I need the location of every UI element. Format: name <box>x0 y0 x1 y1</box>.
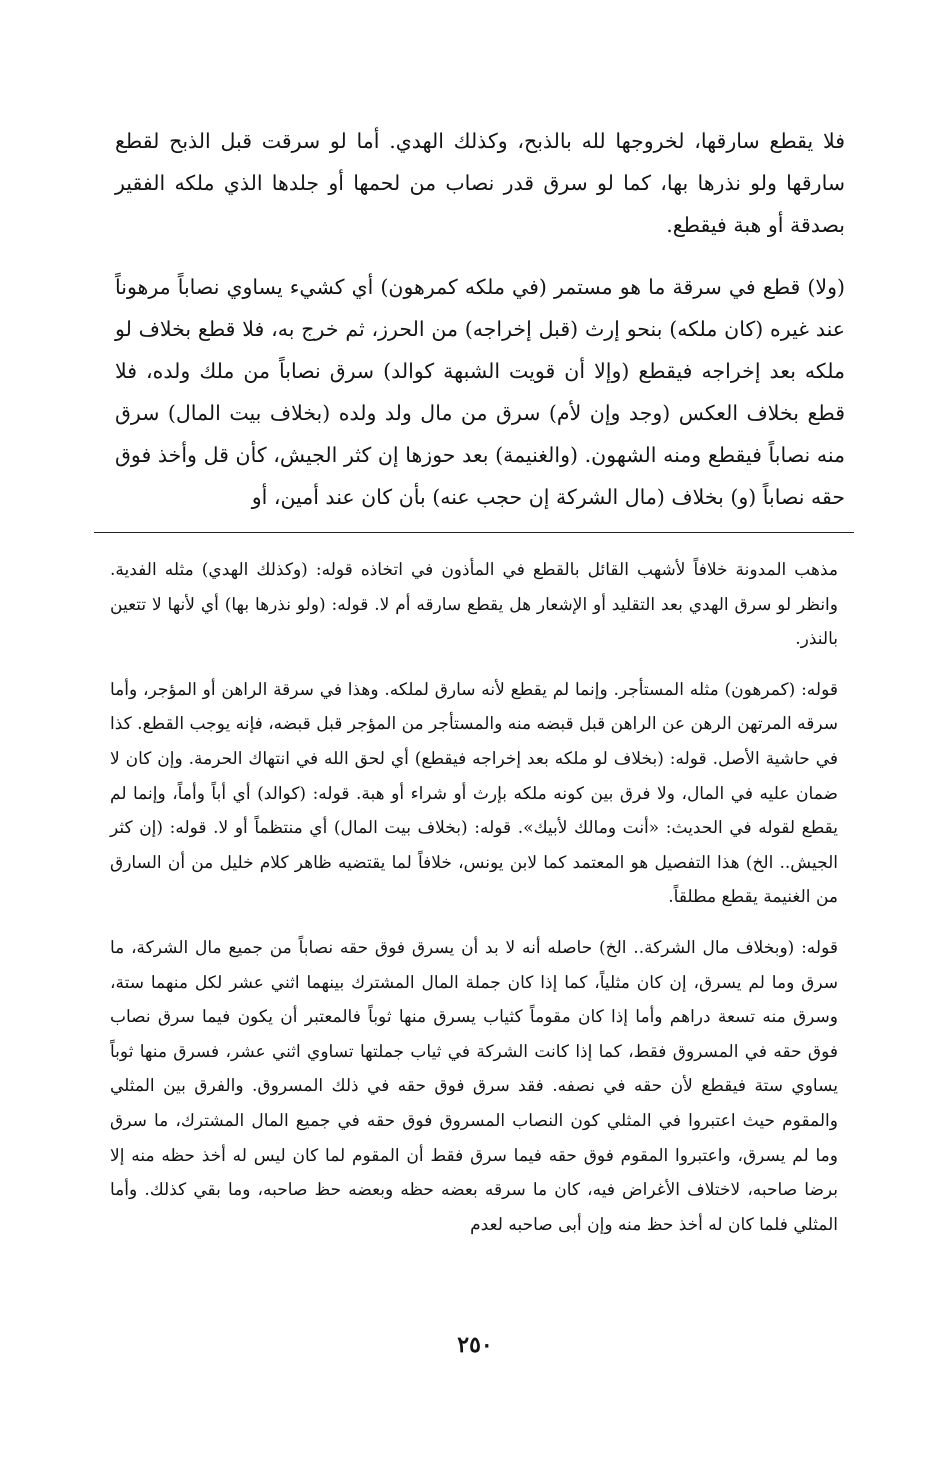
main-paragraph: فلا يقطع سارقها، لخروجها لله بالذبح، وكذلك الهدي. أما لو سرقت قبل الذبح لقطع سارقها ولو نذرها بها، كما لو سرق قدر نصاب من لحمها أو جلدها الذي ملكه الفقير بصدقة أو هبة فيقطع. <box>115 129 845 237</box>
footnote-paragraph: مذهب المدونة خلافاً لأشهب القائل بالقطع في المأذون في اتخاذه قوله: (وكذلك الهدي) مثله الفدية. وانظر لو سرق الهدي بعد التقليد أو الإشعار هل يقطع سارقه أم لا. قوله: (ولو نذرها بها) أي لأنها لا تتعين بالنذر. <box>110 560 838 650</box>
footnote-divider <box>94 532 854 533</box>
main-text <box>115 120 845 538</box>
page-number: ٢٥٠ <box>457 1332 493 1358</box>
footnotes <box>110 553 838 1258</box>
footnote-paragraph: قوله: (وبخلاف مال الشركة.. الخ) حاصله أنه لا بد أن يسرق فوق حقه نصاباً من جميع مال الشركة، ما سرق وما لم يسرق، إن كان مثلياً، كما إذا كان جملة المال المشترك بينهما اثني عشر لكل منهما ستة، وسرق منه تسعة دراهم وأما إذا كان مقوماً كثياب يسرق منها ثوباً فالمعتبر أن يكون فيما سرق نصاب فوق حقه في المسروق فقط، كما إذا كانت الشركة في ثياب جملتها تساوي اثني عشر، فسرق منها ثوباً يساوي ستة فيقطع لأن حقه في نصفه. فقد سرق فوق حقه في ذلك المسروق. والفرق بين المثلي والمقوم حيث اعتبروا في المثلي كون النصاب المسروق فوق حقه في جميع المال المشترك، ما سرق وما لم يسرق، واعتبروا المقوم فوق حقه فيما سرق فقط أن المقوم لما كان ليس له أخذ حظه منه إلا برضا صاحبه، لاختلاف الأغراض فيه، كان ما سرقه بعضه حظه وبعضه حظ صاحبه، وما بقي كذلك. وأما المثلي فلما كان له أخذ حظ منه وإن أبى صاحبه لعدم <box>110 937 838 1235</box>
footnote-paragraph: قوله: (كمرهون) مثله المستأجر. وإنما لم يقطع لأنه سارق لملكه. وهذا في سرقة الراهن أو المؤجر، وأما سرقه المرتهن الرهن عن الراهن قبل قبضه منه والمستأجر من المؤجر قبل قبضه، فإنه يوجب القطع. كذا في حاشية الأصل. قوله: (بخلاف لو ملكه بعد إخراجه فيقطع) أي لحق الله في انتهاك الحرمة. وإن كان لا ضمان عليه في المال، ولا فرق بين كونه ملكه بإرث أو شراء أو هبة. قوله: (كوالد) أي أباً وأماً، وإنما لم يقطع لقوله في الحديث: «أنت ومالك لأبيك». قوله: (بخلاف بيت المال) أي منتظماً أو لا. قوله: (إن كثر الجيش.. الخ) هذا التفصيل هو المعتمد كما لابن يونس، خلافاً لما يقتضيه ظاهر كلام خليل من أن السارق من الغنيمة يقطع مطلقاً. <box>110 679 838 908</box>
main-paragraph: (ولا) قطع في سرقة ما هو مستمر (في ملكه كمرهون) أي كشيء يساوي نصاباً مرهوناً عند غيره (كان ملكه) بنحو إرث (قبل إخراجه) من الحرز، ثم خرج به، فلا قطع بخلاف لو ملكه بعد إخراجه فيقطع (وإلا أن قويت الشبهة كوالد) سرق نصاباً من ملك ولده، فلا قطع بخلاف العكس (وجد وإن لأم) سرق من مال ولد ولده (بخلاف بيت المال) سرق منه نصاباً فيقطع ومنه الشهون. (والغنيمة) بعد حوزها إن كثر الجيش، كأن قل وأخذ فوق حقه نصاباً (و) بخلاف (مال الشركة إن حجب عنه) بأن كان عند أمين، أو <box>115 275 845 509</box>
